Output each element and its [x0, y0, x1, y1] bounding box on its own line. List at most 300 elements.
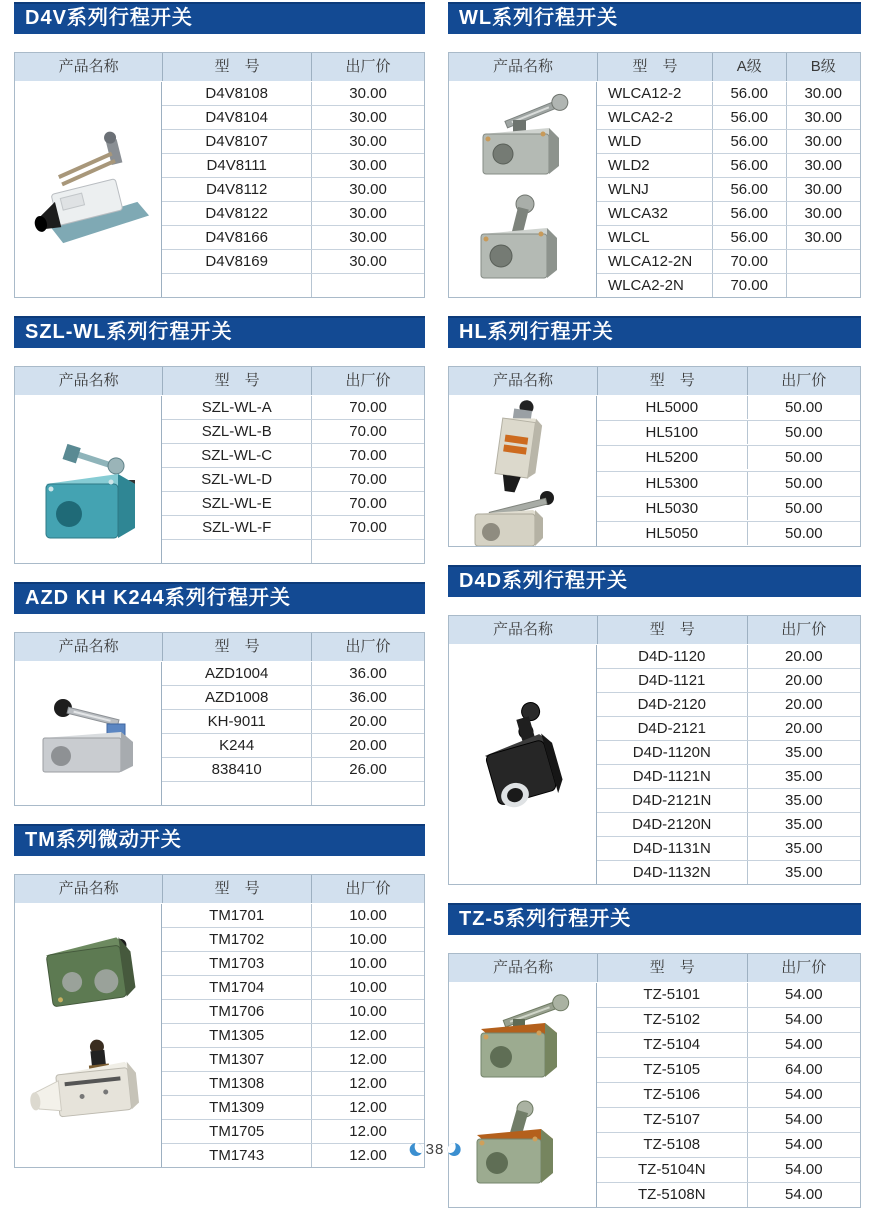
table-row — [597, 446, 860, 471]
price-cell: 20.00 — [747, 669, 860, 692]
model-cell: WLCA32 — [607, 205, 668, 222]
table-header-row — [15, 53, 424, 82]
column-header-factory-price: 出厂价 — [311, 367, 424, 395]
price-cell: 12.00 — [311, 1072, 424, 1095]
price-cell: 30.00 — [311, 106, 424, 129]
tz-5-limit-switch-photo — [455, 985, 590, 1205]
model-cell: D4D-1132N — [632, 864, 711, 881]
table-row — [597, 1108, 860, 1133]
model-cell: WLD — [607, 133, 642, 150]
price-cell: 12.00 — [311, 1048, 424, 1071]
table-body — [449, 645, 860, 884]
section-wl — [448, 2, 861, 298]
model-cell: D4V8122 — [205, 205, 268, 222]
section-title: HL系列行程开关 — [448, 316, 861, 348]
model-cell: D4D-2120N — [632, 816, 712, 833]
column-header-factory-price: 出厂价 — [311, 633, 424, 661]
section-szl-wl — [14, 316, 425, 564]
price-table — [448, 953, 861, 1208]
model-cell: 838410 — [211, 761, 262, 778]
table-row — [162, 758, 424, 782]
table-row — [597, 861, 860, 884]
price-cell — [786, 274, 860, 297]
table-row — [162, 1096, 424, 1120]
table-row — [162, 444, 424, 468]
price-cell: 50.00 — [747, 497, 860, 520]
model-cell: WLCL — [607, 229, 650, 246]
model-cell: TM1308 — [209, 1075, 265, 1092]
table-row — [162, 976, 424, 1000]
table-row — [597, 717, 860, 741]
azd-limit-switch-photo — [21, 674, 156, 794]
column-header-grade-a: A级 — [712, 53, 786, 81]
price-cell: 26.00 — [311, 758, 424, 781]
table-row — [597, 178, 860, 202]
table-row — [162, 396, 424, 420]
model-cell: TM1743 — [209, 1147, 265, 1164]
price-cell: 30.00 — [311, 226, 424, 249]
model-cell: SZL-WL-A — [201, 399, 272, 416]
page-footer — [410, 1141, 461, 1158]
column-header-model: 型 号 — [597, 367, 747, 395]
table-rows — [162, 904, 424, 1167]
model-cell: D4D-2121 — [637, 720, 706, 737]
table-row — [162, 178, 424, 202]
wl-limit-switch-photo — [455, 82, 590, 297]
table-body — [15, 662, 424, 805]
price-cell: 70.00 — [311, 420, 424, 443]
table-row — [597, 1133, 860, 1158]
price-cell — [311, 274, 424, 297]
model-cell: TZ-5107 — [643, 1111, 701, 1128]
table-row — [597, 669, 860, 693]
price-cell: 50.00 — [747, 396, 860, 419]
product-photo-cell — [15, 904, 162, 1167]
model-cell: WLCA2-2N — [607, 277, 684, 294]
price-cell: 70.00 — [712, 274, 786, 297]
price-cell: 54.00 — [747, 1083, 860, 1107]
product-photo-cell — [449, 983, 597, 1207]
price-cell: 50.00 — [747, 522, 860, 545]
price-cell: 56.00 — [712, 154, 786, 177]
column-header-factory-price: 出厂价 — [311, 53, 424, 81]
model-cell: TM1309 — [209, 1099, 265, 1116]
model-cell: D4D-1131N — [632, 840, 711, 857]
column-header-product-name: 产品名称 — [492, 621, 553, 638]
table-row — [162, 1120, 424, 1144]
table-row — [597, 1158, 860, 1183]
price-cell: 30.00 — [786, 202, 860, 225]
model-cell: SZL-WL-E — [201, 495, 272, 512]
table-row — [597, 226, 860, 250]
table-row — [162, 1048, 424, 1072]
table-row — [162, 1024, 424, 1048]
price-table — [448, 615, 861, 885]
price-cell: 54.00 — [747, 983, 860, 1007]
product-photo-cell — [449, 82, 597, 297]
price-cell: 30.00 — [311, 250, 424, 273]
model-cell: K244 — [219, 737, 255, 754]
section-title: SZL-WL系列行程开关 — [14, 316, 425, 348]
column-header-product-name: 产品名称 — [492, 58, 553, 75]
model-cell: WLD2 — [607, 157, 650, 174]
table-row — [162, 82, 424, 106]
price-cell: 20.00 — [747, 645, 860, 668]
table-row — [162, 106, 424, 130]
page-number: 38 — [425, 1141, 445, 1158]
table-rows — [162, 662, 424, 805]
model-cell: D4V8107 — [205, 133, 268, 150]
table-rows — [597, 645, 860, 884]
column-header-product-name: 产品名称 — [492, 959, 553, 976]
model-cell: D4V8166 — [205, 229, 268, 246]
left-column — [14, 2, 425, 1164]
table-row — [162, 662, 424, 686]
model-cell: D4V8111 — [206, 157, 267, 174]
model-cell: D4V8104 — [205, 109, 268, 126]
model-cell: TZ-5108 — [643, 1136, 701, 1153]
section-tz-5 — [448, 903, 861, 1208]
table-header-row — [15, 875, 424, 904]
table-row — [597, 250, 860, 274]
table-row — [597, 82, 860, 106]
price-cell: 20.00 — [311, 734, 424, 757]
table-row — [597, 1008, 860, 1033]
model-cell: D4D-1121N — [632, 768, 711, 785]
table-row — [162, 274, 424, 297]
price-cell: 12.00 — [311, 1144, 424, 1167]
model-cell: TZ-5106 — [643, 1086, 701, 1103]
model-cell: TM1705 — [209, 1123, 265, 1140]
table-row — [597, 837, 860, 861]
price-cell: 56.00 — [712, 226, 786, 249]
model-cell: WLNJ — [607, 181, 649, 198]
price-cell: 70.00 — [712, 250, 786, 273]
table-row — [597, 645, 860, 669]
table-row — [162, 1000, 424, 1024]
price-cell: 35.00 — [747, 837, 860, 860]
section-title: AZD KH K244系列行程开关 — [14, 582, 425, 614]
product-photo-cell — [15, 396, 162, 563]
footer-right-crescent-icon — [447, 1143, 460, 1156]
price-cell: 50.00 — [747, 472, 860, 495]
table-body — [449, 983, 860, 1207]
model-cell: D4V8169 — [205, 253, 268, 270]
price-cell: 35.00 — [747, 741, 860, 764]
model-cell: TM1704 — [209, 979, 265, 996]
footer-left-crescent-icon — [410, 1143, 423, 1156]
price-cell: 10.00 — [311, 1000, 424, 1023]
model-cell: TM1702 — [209, 931, 265, 948]
column-header-product-name: 产品名称 — [58, 372, 119, 389]
column-header-model: 型 号 — [597, 616, 747, 644]
model-cell: SZL-WL-D — [201, 471, 273, 488]
model-cell — [162, 540, 311, 563]
price-cell: 70.00 — [311, 516, 424, 539]
price-cell: 70.00 — [311, 396, 424, 419]
model-cell: TZ-5105 — [643, 1061, 701, 1078]
table-row — [597, 789, 860, 813]
table-row — [597, 130, 860, 154]
price-cell: 20.00 — [747, 693, 860, 716]
column-header-model: 型 号 — [597, 53, 712, 81]
price-cell: 30.00 — [311, 178, 424, 201]
table-row — [597, 693, 860, 717]
table-row — [162, 154, 424, 178]
model-cell: KH-9011 — [207, 713, 266, 730]
table-rows — [597, 82, 860, 297]
table-body — [15, 396, 424, 563]
model-cell: TZ-5101 — [643, 986, 701, 1003]
price-cell: 20.00 — [747, 717, 860, 740]
table-row — [597, 497, 860, 522]
section-title: WL系列行程开关 — [448, 2, 861, 34]
section-d4v — [14, 2, 425, 298]
price-table — [448, 366, 861, 547]
column-header-grade-b: B级 — [786, 53, 860, 81]
model-cell: TZ-5108N — [638, 1186, 706, 1203]
table-row — [162, 686, 424, 710]
price-table — [448, 52, 861, 298]
table-body — [15, 904, 424, 1167]
model-cell: HL5200 — [645, 449, 699, 467]
model-cell: TM1706 — [209, 1003, 265, 1020]
table-header-row — [449, 367, 860, 396]
model-cell: D4D-2120 — [637, 696, 706, 713]
table-header-row — [15, 367, 424, 396]
table-row — [597, 421, 860, 446]
table-body — [449, 82, 860, 297]
section-title: D4D系列行程开关 — [448, 565, 861, 597]
price-cell: 30.00 — [311, 82, 424, 105]
model-cell: WLCA12-2 — [607, 85, 682, 102]
table-row — [597, 765, 860, 789]
column-header-product-name: 产品名称 — [492, 372, 553, 389]
price-cell: 35.00 — [747, 789, 860, 812]
model-cell: AZD1004 — [205, 665, 269, 682]
price-cell: 12.00 — [311, 1096, 424, 1119]
price-cell: 30.00 — [311, 202, 424, 225]
table-row — [597, 154, 860, 178]
price-cell: 30.00 — [786, 82, 860, 105]
price-cell — [786, 250, 860, 273]
model-cell: WLCA12-2N — [607, 253, 693, 270]
price-cell: 70.00 — [311, 444, 424, 467]
model-cell: D4D-1120N — [632, 744, 711, 761]
price-cell: 35.00 — [747, 765, 860, 788]
table-row — [162, 710, 424, 734]
model-cell: D4D-2121N — [632, 792, 712, 809]
column-header-factory-price: 出厂价 — [747, 954, 860, 982]
price-cell: 30.00 — [786, 154, 860, 177]
table-row — [597, 202, 860, 226]
column-header-product-name: 产品名称 — [58, 880, 119, 897]
table-header-row — [449, 53, 860, 82]
table-header-row — [449, 616, 860, 645]
section-title: TM系列微动开关 — [14, 824, 425, 856]
price-cell: 20.00 — [311, 710, 424, 733]
table-row — [597, 1033, 860, 1058]
product-photo-cell — [449, 396, 597, 546]
model-cell: D4V8108 — [205, 85, 268, 102]
table-row — [162, 468, 424, 492]
d4d-limit-switch-photo — [455, 690, 590, 840]
price-cell: 10.00 — [311, 976, 424, 999]
d4v-limit-switch-photo — [21, 130, 156, 250]
model-cell: TM1305 — [209, 1027, 265, 1044]
model-cell: HL5300 — [645, 474, 699, 492]
table-row — [162, 1144, 424, 1167]
table-row — [597, 983, 860, 1008]
table-row — [162, 540, 424, 563]
price-cell: 12.00 — [311, 1024, 424, 1047]
table-row — [162, 928, 424, 952]
section-azd-kh-k244 — [14, 582, 425, 806]
section-d4d — [448, 565, 861, 885]
column-header-factory-price: 出厂价 — [747, 616, 860, 644]
column-header-product-name: 产品名称 — [58, 58, 119, 75]
table-header-row — [449, 954, 860, 983]
column-header-product-name: 产品名称 — [58, 638, 119, 655]
price-table — [14, 52, 425, 298]
model-cell: TZ-5104 — [643, 1036, 701, 1053]
table-row — [597, 522, 860, 546]
price-cell: 35.00 — [747, 861, 860, 884]
column-header-factory-price: 出厂价 — [311, 875, 424, 903]
table-rows — [597, 396, 860, 546]
price-cell: 56.00 — [712, 178, 786, 201]
price-cell: 36.00 — [311, 686, 424, 709]
price-cell: 30.00 — [786, 226, 860, 249]
price-table — [14, 632, 425, 806]
right-column — [448, 2, 861, 1203]
price-cell: 30.00 — [311, 130, 424, 153]
table-row — [162, 202, 424, 226]
model-cell: TZ-5102 — [643, 1011, 701, 1028]
model-cell: TM1703 — [209, 955, 265, 972]
table-row — [162, 734, 424, 758]
price-cell: 35.00 — [747, 813, 860, 836]
table-row — [162, 130, 424, 154]
price-cell: 54.00 — [747, 1033, 860, 1057]
model-cell — [162, 274, 311, 297]
section-hl — [448, 316, 861, 547]
price-cell: 30.00 — [786, 106, 860, 129]
table-row — [162, 420, 424, 444]
model-cell: D4D-1121 — [638, 672, 706, 689]
model-cell: SZL-WL-B — [201, 423, 272, 440]
model-cell: D4V8112 — [205, 181, 268, 198]
model-cell: HL5000 — [645, 399, 699, 416]
price-cell: 30.00 — [786, 130, 860, 153]
szl-wl-limit-switch-photo — [21, 412, 156, 547]
model-cell: SZL-WL-F — [202, 519, 272, 536]
table-row — [162, 250, 424, 274]
price-cell: 64.00 — [747, 1058, 860, 1082]
model-cell: TM1701 — [209, 907, 265, 924]
section-title: D4V系列行程开关 — [14, 2, 425, 34]
price-cell: 50.00 — [747, 421, 860, 444]
price-cell: 30.00 — [311, 154, 424, 177]
table-row — [597, 1058, 860, 1083]
model-cell: HL5100 — [645, 424, 699, 442]
price-cell — [311, 782, 424, 805]
table-row — [597, 396, 860, 421]
model-cell: TM1307 — [209, 1051, 265, 1068]
table-row — [597, 274, 860, 297]
price-cell: 30.00 — [786, 178, 860, 201]
hl-limit-switch-photo — [455, 396, 590, 546]
price-cell: 36.00 — [311, 662, 424, 685]
price-cell: 56.00 — [712, 82, 786, 105]
table-row — [162, 1072, 424, 1096]
table-row — [597, 813, 860, 837]
price-cell: 54.00 — [747, 1108, 860, 1132]
price-cell: 56.00 — [712, 202, 786, 225]
price-cell: 56.00 — [712, 106, 786, 129]
table-row — [162, 782, 424, 805]
table-row — [597, 1083, 860, 1108]
product-photo-cell — [15, 82, 162, 297]
model-cell: WLCA2-2 — [607, 109, 673, 126]
tm-micro-switch-photo — [21, 928, 156, 1143]
table-row — [162, 226, 424, 250]
table-rows — [597, 983, 860, 1207]
model-cell — [162, 782, 311, 805]
model-cell: SZL-WL-C — [201, 447, 273, 464]
table-row — [597, 1183, 860, 1207]
section-tm — [14, 824, 425, 1168]
price-cell — [311, 540, 424, 563]
model-cell: D4D-1120 — [638, 648, 706, 665]
price-cell: 10.00 — [311, 928, 424, 951]
table-row — [162, 952, 424, 976]
column-header-model: 型 号 — [597, 954, 747, 982]
column-header-factory-price: 出厂价 — [747, 367, 860, 395]
model-cell: TZ-5104N — [638, 1161, 706, 1178]
price-cell: 54.00 — [747, 1008, 860, 1032]
column-header-model: 型 号 — [162, 633, 311, 661]
price-cell: 54.00 — [747, 1133, 860, 1157]
product-photo-cell — [15, 662, 162, 805]
table-row — [162, 516, 424, 540]
table-row — [597, 106, 860, 130]
price-cell: 54.00 — [747, 1158, 860, 1182]
column-header-model: 型 号 — [162, 53, 311, 81]
table-row — [162, 492, 424, 516]
table-header-row — [15, 633, 424, 662]
table-row — [597, 741, 860, 765]
model-cell: HL5030 — [645, 499, 699, 517]
table-row — [597, 472, 860, 497]
model-cell: AZD1008 — [205, 689, 269, 706]
price-cell: 54.00 — [747, 1183, 860, 1207]
price-cell: 56.00 — [712, 130, 786, 153]
section-title: TZ-5系列行程开关 — [448, 903, 861, 935]
product-photo-cell — [449, 645, 597, 884]
table-body — [15, 82, 424, 297]
table-row — [162, 904, 424, 928]
table-rows — [162, 82, 424, 297]
price-cell: 12.00 — [311, 1120, 424, 1143]
table-rows — [162, 396, 424, 563]
price-cell: 70.00 — [311, 492, 424, 515]
table-body — [449, 396, 860, 546]
model-cell: HL5050 — [645, 524, 699, 542]
price-cell: 70.00 — [311, 468, 424, 491]
price-table — [14, 874, 425, 1168]
column-header-model: 型 号 — [162, 367, 311, 395]
